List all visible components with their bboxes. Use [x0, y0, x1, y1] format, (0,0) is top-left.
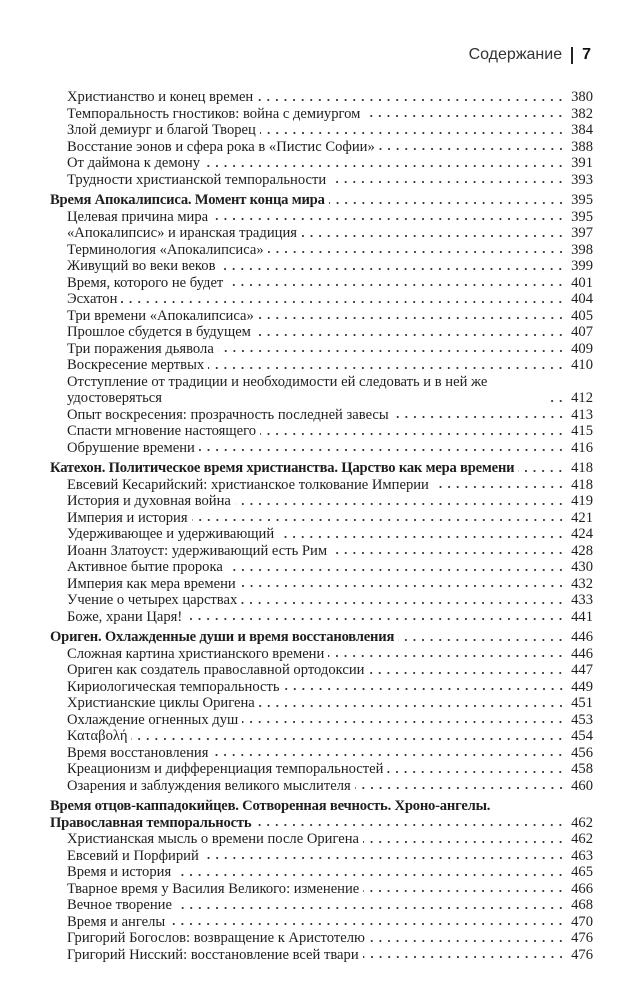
- dot-leader: [260, 131, 565, 135]
- toc-entry-page: 391: [571, 155, 593, 171]
- toc-entry-title: Евсевий и Порфирий: [67, 847, 199, 864]
- dot-leader: [255, 333, 565, 337]
- dot-leader: [240, 584, 565, 588]
- toc-entry-page: 449: [571, 678, 593, 695]
- toc-entry[interactable]: [50, 778, 593, 795]
- toc-entry-page: 393: [571, 171, 593, 188]
- toc-entry[interactable]: [50, 695, 593, 712]
- chapter-heading-title: Ориген. Охлажденные души и время восстановления: [50, 629, 395, 645]
- toc-entry-title: Охлаждение огненных душ: [67, 711, 239, 728]
- chapter-heading[interactable]: [50, 815, 593, 832]
- toc-entry-page: 447: [571, 662, 593, 678]
- toc-entry-page: 413: [571, 406, 593, 423]
- toc-entry-page: 466: [571, 880, 593, 897]
- dot-leader: [258, 316, 565, 320]
- toc-entry[interactable]: [50, 155, 593, 172]
- toc-entry[interactable]: [50, 341, 593, 358]
- toc-entry-title: Время и ангелы: [67, 913, 166, 930]
- toc-entry-title: Живущий во веки веков: [67, 258, 216, 274]
- toc-entry-title: Время и история: [67, 864, 172, 880]
- toc-entry-title: Империя как мера времени: [67, 575, 236, 592]
- toc-entry[interactable]: [50, 510, 593, 527]
- toc-entry[interactable]: [50, 609, 593, 626]
- toc-entry[interactable]: [50, 745, 593, 762]
- chapter-heading-title: Православная темпоральность: [50, 814, 252, 831]
- dot-leader: [364, 114, 565, 118]
- toc-entry[interactable]: [50, 848, 593, 865]
- dot-leader: [212, 753, 565, 757]
- toc-entry-title: Три поражения дьявола: [67, 340, 214, 357]
- dot-leader: [363, 889, 565, 893]
- toc-entry[interactable]: [50, 559, 593, 576]
- toc-entry[interactable]: [50, 242, 593, 259]
- toc-entry-title: Восстание эонов и сфера рока в «Пистис Софии»: [67, 138, 375, 155]
- toc-entry-title: Удерживающее и удерживающий: [67, 526, 275, 542]
- toc-section: [50, 798, 593, 963]
- dot-leader: [433, 485, 565, 489]
- toc-entry-title: От даймона к демону: [67, 155, 201, 171]
- chapter-heading-page: 395: [571, 192, 593, 208]
- toc-entry-title: Отступление от традиции и необходимости ей следовать и в ней же удостоверяться: [67, 373, 488, 406]
- dot-leader: [518, 469, 565, 473]
- toc-entry-title: Евсевий Кесарийский: христианское толкование Империи: [67, 476, 429, 493]
- dot-leader: [175, 873, 565, 877]
- toc-entry[interactable]: [50, 106, 593, 123]
- toc-entry-page: 441: [571, 608, 593, 625]
- toc-entry-title: Три времени «Апокалипсиса»: [67, 307, 254, 324]
- toc-entry[interactable]: [50, 831, 593, 848]
- chapter-heading-page: 418: [571, 460, 593, 476]
- toc-entry-title: Христианство и конец времен: [67, 89, 254, 105]
- dot-leader: [227, 283, 565, 287]
- toc-entry[interactable]: [50, 172, 593, 189]
- toc-entry-page: 401: [571, 274, 593, 291]
- toc-entry[interactable]: [50, 291, 593, 308]
- chapter-heading[interactable]: [50, 629, 593, 646]
- toc-entry[interactable]: [50, 646, 593, 663]
- dot-leader: [259, 704, 565, 708]
- toc-entry-title: Кириологическая темпоральность: [67, 678, 280, 695]
- toc-entry-page: 384: [571, 122, 593, 138]
- toc-entry-page: 430: [571, 559, 593, 575]
- toc-entry-title: Опыт воскресения: прозрачность последней завесы: [67, 406, 389, 423]
- dot-leader: [268, 250, 565, 254]
- dot-leader: [218, 349, 565, 353]
- toc-entry[interactable]: [50, 440, 593, 457]
- toc-entry[interactable]: [50, 864, 593, 881]
- toc-entry-page: 433: [571, 592, 593, 608]
- toc-entry-title: Спасти мгновение настоящего: [67, 423, 257, 439]
- toc-entry[interactable]: [50, 712, 593, 729]
- toc-entry-page: 424: [571, 526, 593, 542]
- toc-entry-page: 419: [571, 493, 593, 509]
- dot-leader: [328, 654, 565, 658]
- toc-entry-page: 432: [571, 575, 593, 592]
- toc-entry-title: История и духовная война: [67, 493, 231, 509]
- toc-entry-page: 410: [571, 357, 593, 373]
- dot-leader: [330, 180, 565, 184]
- dot-leader: [329, 201, 565, 205]
- dot-leader: [387, 770, 565, 774]
- dot-leader: [278, 535, 565, 539]
- toc-entry[interactable]: [50, 728, 593, 745]
- toc-entry[interactable]: [50, 122, 593, 139]
- toc-section: [50, 89, 593, 188]
- toc-entry-title: Озарения и заблуждения великого мыслителя: [67, 777, 351, 794]
- header-divider: [571, 47, 573, 64]
- toc-entry-page: 462: [571, 831, 593, 847]
- toc-entry-page: 388: [571, 138, 593, 155]
- table-of-contents: [50, 89, 593, 963]
- toc-entry[interactable]: [50, 225, 593, 242]
- toc-entry-title: Воскресение мертвых: [67, 357, 205, 373]
- dot-leader: [169, 922, 565, 926]
- toc-entry-page: 458: [571, 761, 593, 777]
- toc-entry-page: 453: [571, 711, 593, 728]
- toc-entry-title: Григорий Нисский: восстановление всей твари: [67, 946, 359, 963]
- dot-leader: [363, 955, 565, 959]
- toc-entry-page: 460: [571, 777, 593, 794]
- toc-entry-page: 463: [571, 847, 593, 864]
- dot-leader: [331, 551, 565, 555]
- toc-entry-title: Тварное время у Василия Великого: изменение: [67, 880, 360, 897]
- toc-entry-title: Вечное творение: [67, 897, 172, 913]
- toc-entry-page: 428: [571, 542, 593, 559]
- toc-entry-title: Обрушение времени: [67, 439, 195, 456]
- dot-leader: [212, 217, 565, 221]
- toc-entry-title: Ориген как создатель православной ортодоксии: [67, 662, 365, 678]
- toc-entry-page: 476: [571, 930, 593, 946]
- chapter-heading-page: 446: [571, 629, 593, 645]
- running-header-title: Содержание: [468, 46, 563, 63]
- toc-section: [50, 192, 593, 456]
- toc-entry-title: Григорий Богослов: возвращение к Аристотелю: [67, 930, 365, 946]
- toc-entry-title: Христианская мысль о времени после Оригена: [67, 831, 360, 847]
- toc-entry-page: 465: [571, 864, 593, 880]
- toc-entry-page: 395: [571, 208, 593, 225]
- dot-leader: [121, 300, 565, 304]
- toc-entry-page: 397: [571, 225, 593, 241]
- toc-entry[interactable]: [50, 592, 593, 609]
- toc-entry-title: Прошлое сбудется в будущем: [67, 324, 251, 340]
- toc-entry-title: «Апокалипсис» и иранская традиция: [67, 225, 297, 241]
- dot-leader: [227, 568, 565, 572]
- toc-entry-title: Креационизм и дифференциация темпоральностей: [67, 761, 384, 777]
- dot-leader: [242, 720, 565, 724]
- chapter-heading-line: Время отцов-каппадокийцев. Сотворенная вечность. Хроно-ангелы.: [50, 798, 491, 814]
- toc-entry[interactable]: [50, 275, 593, 292]
- toc-entry-page: 398: [571, 241, 593, 258]
- toc-entry-title: Иоанн Златоуст: удерживающий есть Рим: [67, 542, 328, 559]
- toc-entry[interactable]: [50, 423, 593, 440]
- toc-entry[interactable]: [50, 897, 593, 914]
- toc-entry[interactable]: [50, 407, 593, 424]
- toc-entry-title: Время восстановления: [67, 744, 209, 761]
- dot-leader: [257, 98, 565, 102]
- toc-section: [50, 460, 593, 625]
- chapter-heading-title: Катехон. Политическое время христианства. Царство как мера времени: [50, 460, 515, 476]
- toc-entry[interactable]: [50, 526, 593, 543]
- toc-entry-title: Καταβολή: [67, 728, 128, 744]
- chapter-heading[interactable]: [50, 192, 593, 209]
- toc-entry-page: 380: [571, 89, 593, 105]
- toc-entry-title: Сложная картина христианского времени: [67, 645, 325, 662]
- toc-entry-title: Учение о четырех царствах: [67, 592, 238, 608]
- dot-leader: [301, 234, 565, 238]
- toc-entry[interactable]: [50, 493, 593, 510]
- chapter-heading[interactable]: [50, 460, 593, 477]
- toc-entry[interactable]: [50, 662, 593, 679]
- toc-entry-page: 446: [571, 645, 593, 662]
- toc-entry-title: Целевая причина мира: [67, 208, 209, 225]
- toc-entry-page: 456: [571, 744, 593, 761]
- toc-entry[interactable]: [50, 761, 593, 778]
- toc-entry-page: 454: [571, 728, 593, 744]
- toc-entry-page: 470: [571, 913, 593, 930]
- dot-leader: [241, 601, 565, 605]
- toc-entry-page: 407: [571, 324, 593, 340]
- toc-entry-title: Злой демиург и благой Творец: [67, 122, 256, 138]
- dot-leader: [549, 399, 565, 403]
- dot-leader: [284, 687, 565, 691]
- chapter-heading-page: 462: [571, 814, 593, 831]
- dot-leader: [363, 840, 565, 844]
- toc-entry-title: Терминология «Апокалипсиса»: [67, 241, 264, 258]
- dot-leader: [368, 671, 565, 675]
- dot-leader: [192, 518, 565, 522]
- dot-leader: [186, 617, 565, 621]
- toc-entry-title: Темпоральность гностиков: война с демиургом: [67, 105, 361, 122]
- page-number: 7: [582, 46, 591, 63]
- toc-entry[interactable]: [50, 914, 593, 931]
- toc-entry[interactable]: [50, 209, 593, 226]
- dot-leader: [379, 147, 565, 151]
- toc-section: [50, 629, 593, 794]
- toc-entry-page: 418: [571, 476, 593, 493]
- toc-entry-page: 382: [571, 105, 593, 122]
- toc-entry-page: 416: [571, 439, 593, 456]
- toc-entry-page: 451: [571, 695, 593, 711]
- running-header: [469, 46, 591, 64]
- toc-entry-page: 421: [571, 509, 593, 526]
- toc-entry[interactable]: [50, 258, 593, 275]
- toc-entry-title: Время, которого не будет: [67, 274, 224, 291]
- toc-entry-page: 476: [571, 946, 593, 963]
- toc-entry[interactable]: [50, 930, 593, 947]
- toc-entry[interactable]: [50, 543, 593, 560]
- dot-leader: [355, 786, 565, 790]
- toc-entry-title: Активное бытие пророка: [67, 559, 223, 575]
- toc-entry[interactable]: [50, 324, 593, 341]
- toc-entry-title: Империя и история: [67, 509, 188, 526]
- dot-leader: [393, 415, 565, 419]
- toc-entry-page: 409: [571, 340, 593, 357]
- toc-entry[interactable]: [50, 374, 593, 407]
- toc-entry-title: Трудности христианской темпоральности: [67, 171, 327, 188]
- toc-entry[interactable]: [50, 947, 593, 964]
- toc-entry-page: 399: [571, 258, 593, 274]
- dot-leader: [176, 906, 565, 910]
- dot-leader: [203, 856, 565, 860]
- dot-leader: [235, 502, 565, 506]
- dot-leader: [131, 737, 565, 741]
- toc-entry-title: Христианские циклы Оригена: [67, 695, 255, 711]
- toc-entry[interactable]: [50, 139, 593, 156]
- toc-entry-page: 468: [571, 897, 593, 913]
- chapter-heading-title: Время Апокалипсиса. Момент конца мира: [50, 192, 325, 208]
- toc-entry[interactable]: [50, 357, 593, 374]
- dot-leader: [369, 939, 565, 943]
- toc-entry-title: Боже, храни Царя!: [67, 608, 183, 625]
- toc-entry[interactable]: [50, 576, 593, 593]
- dot-leader: [398, 638, 565, 642]
- toc-entry-page: 404: [571, 291, 593, 307]
- dot-leader: [208, 366, 565, 370]
- dot-leader: [199, 448, 565, 452]
- dot-leader: [255, 823, 565, 827]
- toc-entry[interactable]: [50, 89, 593, 106]
- dot-leader: [260, 432, 565, 436]
- dot-leader: [204, 164, 565, 168]
- toc-entry[interactable]: [50, 881, 593, 898]
- toc-entry-title: Эсхатон: [67, 291, 118, 307]
- toc-entry[interactable]: [50, 679, 593, 696]
- toc-entry-page: 405: [571, 307, 593, 324]
- toc-entry[interactable]: [50, 308, 593, 325]
- toc-entry[interactable]: [50, 477, 593, 494]
- toc-entry-page: 415: [571, 423, 593, 439]
- dot-leader: [219, 267, 565, 271]
- toc-entry-page: 412: [571, 390, 593, 406]
